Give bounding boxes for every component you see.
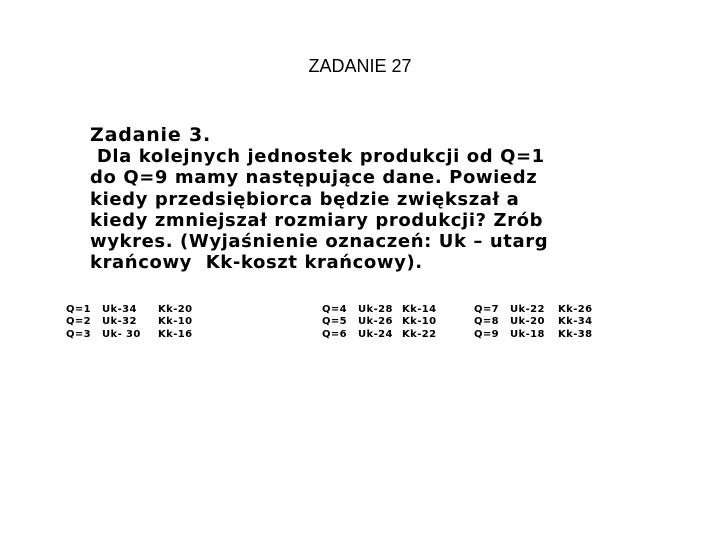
quantity-cell: Q=7 xyxy=(474,304,500,315)
marginal-cost-cell: Kk-14 xyxy=(402,304,437,315)
quantity-cell: Q=5 xyxy=(322,316,348,328)
quantity-cell: Q=4 xyxy=(322,304,348,315)
quantity-cell: Q=2 xyxy=(66,316,92,328)
data-row xyxy=(322,316,437,328)
marginal-revenue-cell: Uk-34 xyxy=(102,304,137,315)
marginal-cost-cell: Kk-34 xyxy=(558,316,593,328)
task-line: krańcowy Kk-koszt krańcowy). xyxy=(90,252,423,274)
data-row xyxy=(322,304,437,316)
data-row xyxy=(66,316,193,328)
marginal-cost-cell: Kk-20 xyxy=(158,304,193,315)
marginal-cost-cell: Kk-26 xyxy=(558,304,593,315)
marginal-revenue-cell: Uk-22 xyxy=(510,304,545,315)
data-group-q4-q6 xyxy=(322,304,437,341)
task-text-block xyxy=(90,124,650,274)
data-row xyxy=(66,304,193,316)
marginal-cost-cell: Kk-22 xyxy=(402,328,437,340)
data-group-q1-q3 xyxy=(66,304,193,341)
task-line: Dla kolejnych jednostek produkcji od Q=1 xyxy=(90,146,545,167)
marginal-revenue-cell: Uk-20 xyxy=(510,316,545,328)
task-line: do Q=9 mamy następujące dane. Powiedz xyxy=(90,167,538,189)
marginal-revenue-cell: Uk-18 xyxy=(510,328,545,340)
task-line: kiedy przedsiębiorca będzie zwiększał a xyxy=(90,188,520,210)
marginal-revenue-cell: Uk- 30 xyxy=(102,328,141,340)
data-group-q7-q9 xyxy=(474,304,593,341)
marginal-revenue-cell: Uk-24 xyxy=(358,328,393,340)
quantity-cell: Q=1 xyxy=(66,304,92,315)
marginal-revenue-cell: Uk-28 xyxy=(358,304,393,315)
task-line: wykres. (Wyjaśnienie oznaczeń: Uk – utarg xyxy=(90,231,549,253)
data-row xyxy=(474,328,593,341)
task-line: kiedy zmniejszał rozmiary produkcji? Zrób xyxy=(90,209,544,231)
quantity-cell: Q=6 xyxy=(322,328,348,340)
marginal-cost-cell: Kk-10 xyxy=(158,316,193,328)
data-row xyxy=(474,316,593,328)
quantity-cell: Q=8 xyxy=(474,316,500,328)
data-row xyxy=(66,328,193,341)
marginal-revenue-cell: Uk-26 xyxy=(358,316,393,328)
data-row xyxy=(322,328,437,341)
page-title: ZADANIE 27 xyxy=(308,56,412,76)
marginal-cost-cell: Kk-10 xyxy=(402,316,437,328)
quantity-cell: Q=3 xyxy=(66,328,92,340)
data-row xyxy=(474,304,593,316)
quantity-cell: Q=9 xyxy=(474,328,500,340)
marginal-revenue-cell: Uk-32 xyxy=(102,316,137,328)
marginal-cost-cell: Kk-16 xyxy=(158,328,193,340)
task-heading: Zadanie 3. xyxy=(90,124,211,146)
marginal-cost-cell: Kk-38 xyxy=(558,328,593,340)
